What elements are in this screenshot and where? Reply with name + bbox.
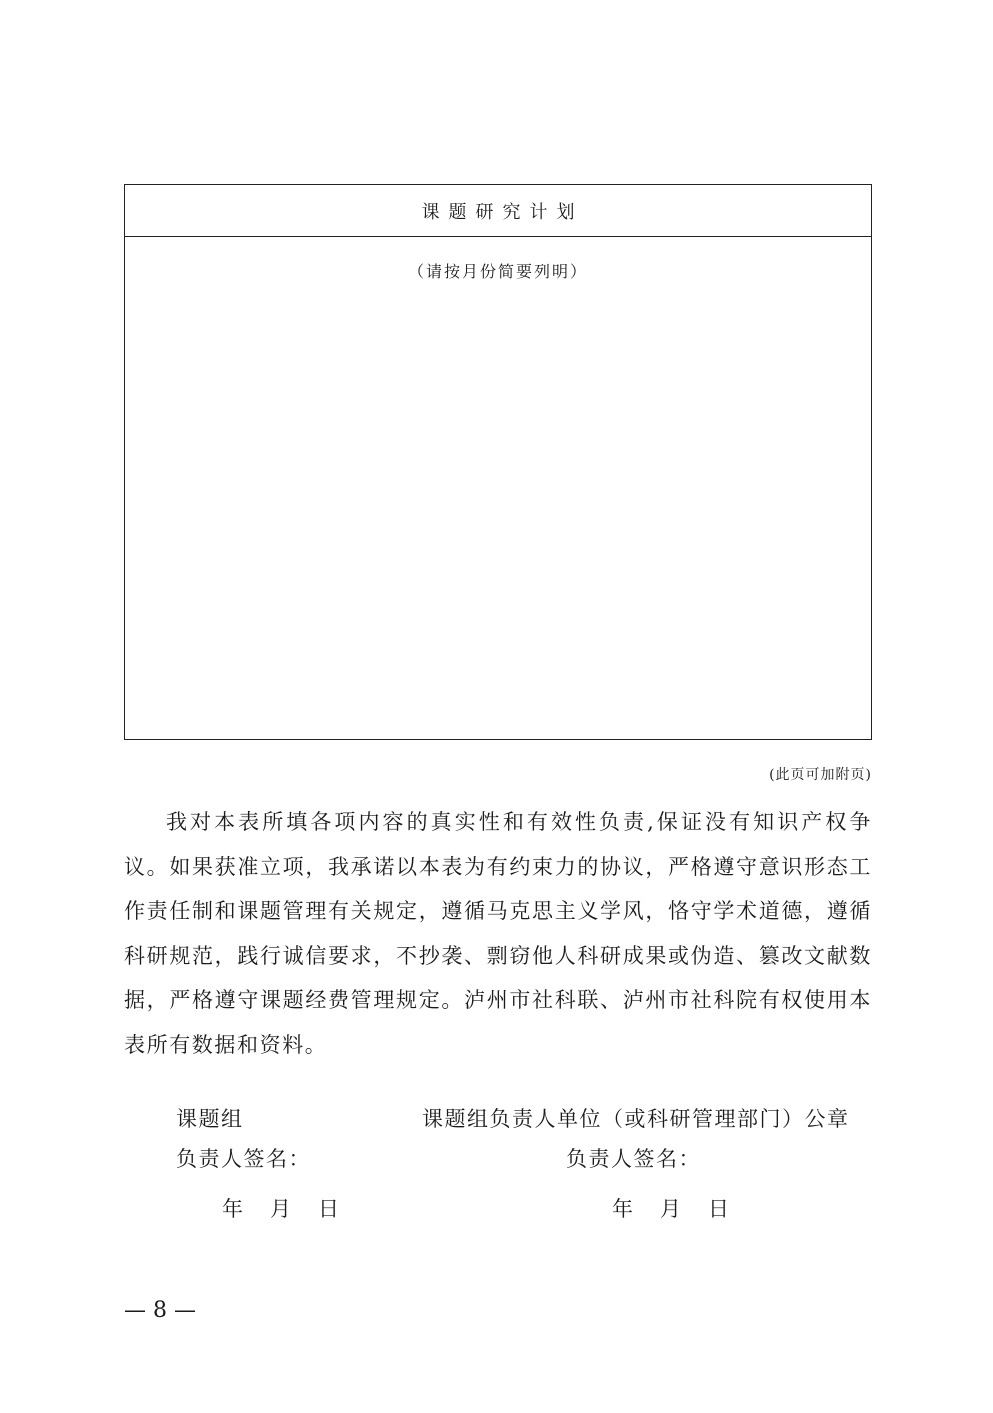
attachment-note: (此页可加附页) [769,767,872,783]
plan-hint: （请按月份简要列明） [407,262,588,281]
plan-title: 课题研究计划 [421,201,584,223]
right-date-year: 年 [612,1197,633,1221]
page-number: — 8 — [124,1298,196,1323]
research-plan-table [124,184,872,740]
declaration-text: 我对本表所填各项内容的真实性和有效性负责,保证没有知识产权争议。如果获准立项，我承诺以本表为有约束力的协议，严格遵守意识形态工作责任制和课题管理有关规定，遵循马克思主义学风，恪守学术道德，遵循科研规范，践行诚信要求，不抄袭、剽窃他人科研成果或伪造、篡改文献数据，严格遵守课题经费管理规定。泸州市社科联、泸州市社科院有权使用本表所有数据和资料。 [124,810,872,1057]
right-date-month: 月 [660,1197,681,1221]
plan-content-area[interactable] [125,237,871,739]
right-date-day: 日 [708,1197,729,1221]
left-signature-title: 课题组 [176,1107,244,1131]
left-date-year: 年 [222,1197,243,1221]
right-signature-label[interactable]: 负责人签名： [566,1147,701,1171]
plan-header [125,185,871,237]
left-date-day: 日 [318,1197,339,1221]
right-signature-title: 课题组负责人单位（或科研管理部门）公章 [422,1107,850,1131]
left-signature-label[interactable]: 负责人签名： [176,1147,311,1171]
left-date-month: 月 [270,1197,291,1221]
